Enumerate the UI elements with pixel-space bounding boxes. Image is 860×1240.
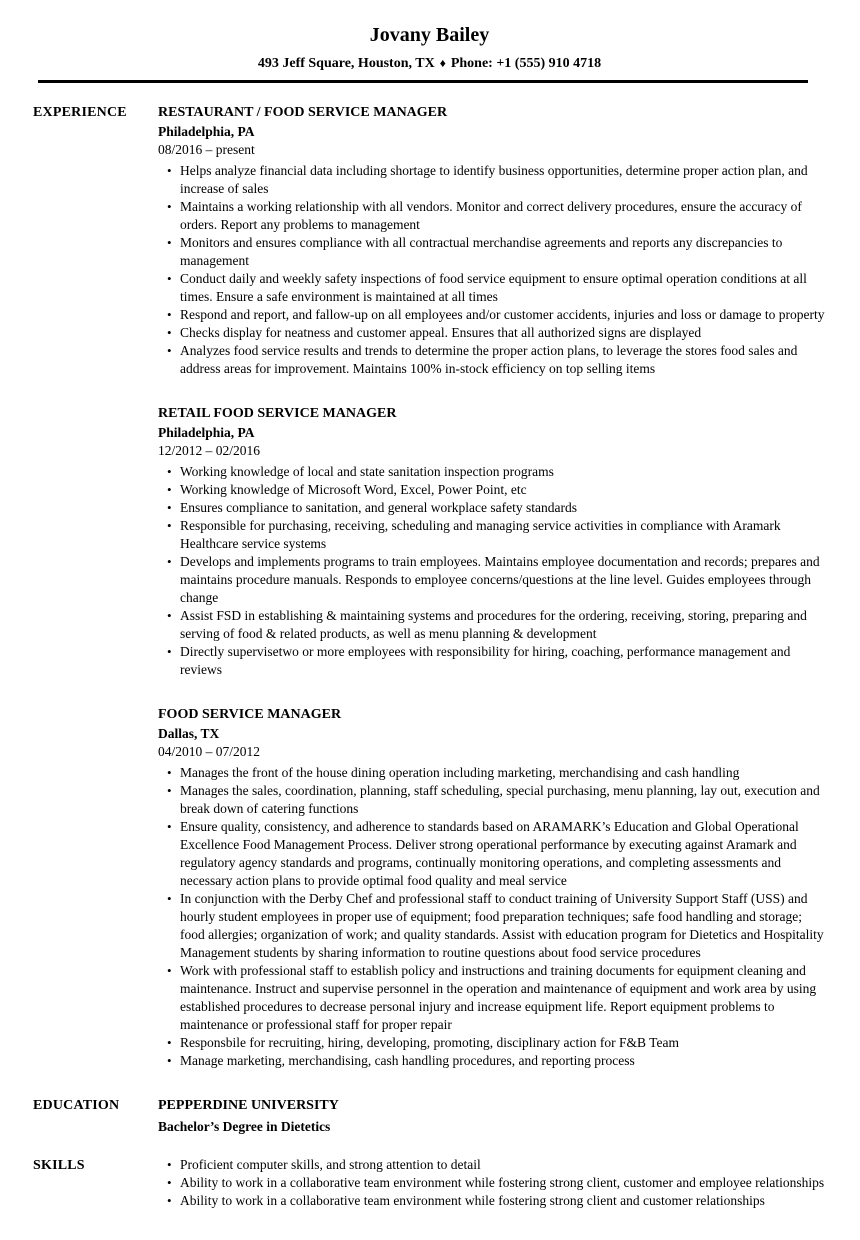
- job-dates: 08/2016 – present: [158, 141, 255, 157]
- job-bullet-item: • Maintains a working relationship with all vendors. Monitor and correct delivery procedures, ensure the accuracy of orders. Report any problems to management: [180, 198, 826, 234]
- job-dates: 12/2012 – 02/2016: [158, 442, 261, 458]
- job-bullet-item: • Responsible for purchasing, receiving, scheduling and managing service activities in compliance with Aramark Healthcare service systems: [180, 517, 826, 553]
- skill-item: • Proficient computer skills, and strong attention to detail: [180, 1156, 826, 1174]
- job-location: Philadelphia, PA: [158, 424, 255, 440]
- job-bullet-item: • Directly supervisetwo or more employees with responsibility for hiring, coaching, performance management and reviews: [180, 643, 826, 679]
- job-title: FOOD SERVICE MANAGER: [158, 706, 342, 722]
- job-bullet-item: • Respond and report, and fallow-up on all employees and/or customer accidents, injuries and loss or damage to property: [180, 306, 826, 324]
- skills-content: [158, 1156, 826, 1210]
- job-bullet-list: [158, 764, 826, 1070]
- experience-label: EXPERIENCE: [33, 104, 127, 120]
- job-dates: 04/2010 – 07/2012: [158, 743, 261, 759]
- job-bullet-item: • Monitors and ensures compliance with all contractual merchandise agreements and reports any discrepancies to management: [180, 234, 826, 270]
- education-label: EDUCATION: [33, 1097, 120, 1113]
- job-bullet-item: • Responsbile for recruiting, hiring, developing, promoting, disciplinary action for F&B Team: [180, 1034, 826, 1052]
- job-bullet-item: • Develops and implements programs to train employees. Maintains employee documentation and records; prepares and maintains procedure manuals. Responds to employee concerns/questions at the line level. Guides employees through change: [180, 553, 826, 607]
- contact-line: [33, 54, 826, 73]
- job-bullet-item: • Analyzes food service results and trends to determine the proper action plans, to leverage the stores food sales and address areas for improvement. Maintains 100% in-stock efficiency on top selling items: [180, 342, 826, 378]
- job-bullet-item: • Work with professional staff to establish policy and instructions and training documents for equipment cleaning and maintenance. Instruct and supervise personnel in the operation and maintenance of equipment and work area by using established procedures to decrease personal injury and increase equipment life. Report equipment problems to maintenance or professional staff for proper repair: [180, 962, 826, 1034]
- job-bullet-list: [158, 463, 826, 679]
- phone-text: Phone: +1 (555) 910 4718: [450, 56, 602, 71]
- skills-section: [33, 1156, 826, 1210]
- education-section: [33, 1096, 826, 1136]
- experience-content: [158, 103, 826, 1070]
- skill-item: • Ability to work in a collaborative team environment while fostering strong client, customer and employee relationships: [180, 1174, 826, 1192]
- job-title: RESTAURANT / FOOD SERVICE MANAGER: [158, 104, 448, 120]
- job-entry: [158, 103, 826, 378]
- job-bullet-item: • Assist FSD in establishing & maintaining systems and procedures for the ordering, receiving, storing, preparing and serving of food & related products, as well as menu planning & development: [180, 607, 826, 643]
- job-bullet-item: • In conjunction with the Derby Chef and professional staff to conduct training of University Support Staff (USS) and hourly student employees in proper use of equipment; food preparation techniques; safe food handling and storage; food allergies; organization of work; and quality standards. Assist with education program for Dietetics and Hospitality Management students by sharing information to routine questions about food service procedures: [180, 890, 826, 962]
- address-text: 493 Jeff Square, Houston, TX: [257, 56, 435, 71]
- job-title: RETAIL FOOD SERVICE MANAGER: [158, 405, 397, 421]
- skill-item: • Ability to work in a collaborative team environment while fostering strong client and customer relationships: [180, 1192, 826, 1210]
- job-bullet-item: • Manage marketing, merchandising, cash handling procedures, and reporting process: [180, 1052, 826, 1070]
- diamond-separator-icon: ♦: [439, 56, 446, 70]
- job-entry: [158, 705, 826, 1070]
- job-bullet-item: • Conduct daily and weekly safety inspections of food service equipment to ensure optimal operation conditions at all times. Ensure a safe environment is maintained at all times: [180, 270, 826, 306]
- skills-list: [158, 1156, 826, 1210]
- degree-name: Bachelor’s Degree in Dietetics: [158, 1118, 331, 1134]
- school-name: PEPPERDINE UNIVERSITY: [158, 1097, 339, 1113]
- job-bullet-item: • Ensures compliance to sanitation, and general workplace safety standards: [180, 499, 826, 517]
- resume-header: [33, 24, 826, 73]
- job-entry: [158, 404, 826, 679]
- header-divider: [38, 80, 808, 83]
- job-bullet-item: • Working knowledge of Microsoft Word, Excel, Power Point, etc: [180, 481, 826, 499]
- job-bullet-item: • Ensure quality, consistency, and adherence to standards based on ARAMARK’s Education and Global Operational Excellence Food Management Process. Deliver strong operational performance by executing against Aramark and regulatory agency standards and programs, continually monitoring operations, and completing assessments and necessary action plans to provide optimal food quality and meal service: [180, 818, 826, 890]
- experience-section: [33, 103, 826, 1070]
- job-bullet-item: • Working knowledge of local and state sanitation inspection programs: [180, 463, 826, 481]
- person-name: Jovany Bailey: [369, 24, 490, 46]
- job-bullet-item: • Manages the sales, coordination, planning, staff scheduling, special purchasing, menu planning, lay out, execution and break down of catering functions: [180, 782, 826, 818]
- job-bullet-item: • Helps analyze financial data including shortage to identify business opportunities, determine proper action plan, and increase of sales: [180, 162, 826, 198]
- job-location: Dallas, TX: [158, 725, 220, 741]
- education-content: [158, 1096, 826, 1136]
- job-bullet-list: [158, 162, 826, 378]
- job-bullet-item: • Checks display for neatness and customer appeal. Ensures that all authorized signs are displayed: [180, 324, 826, 342]
- job-bullet-item: • Manages the front of the house dining operation including marketing, merchandising and cash handling: [180, 764, 826, 782]
- skills-label: SKILLS: [33, 1157, 85, 1173]
- job-location: Philadelphia, PA: [158, 123, 255, 139]
